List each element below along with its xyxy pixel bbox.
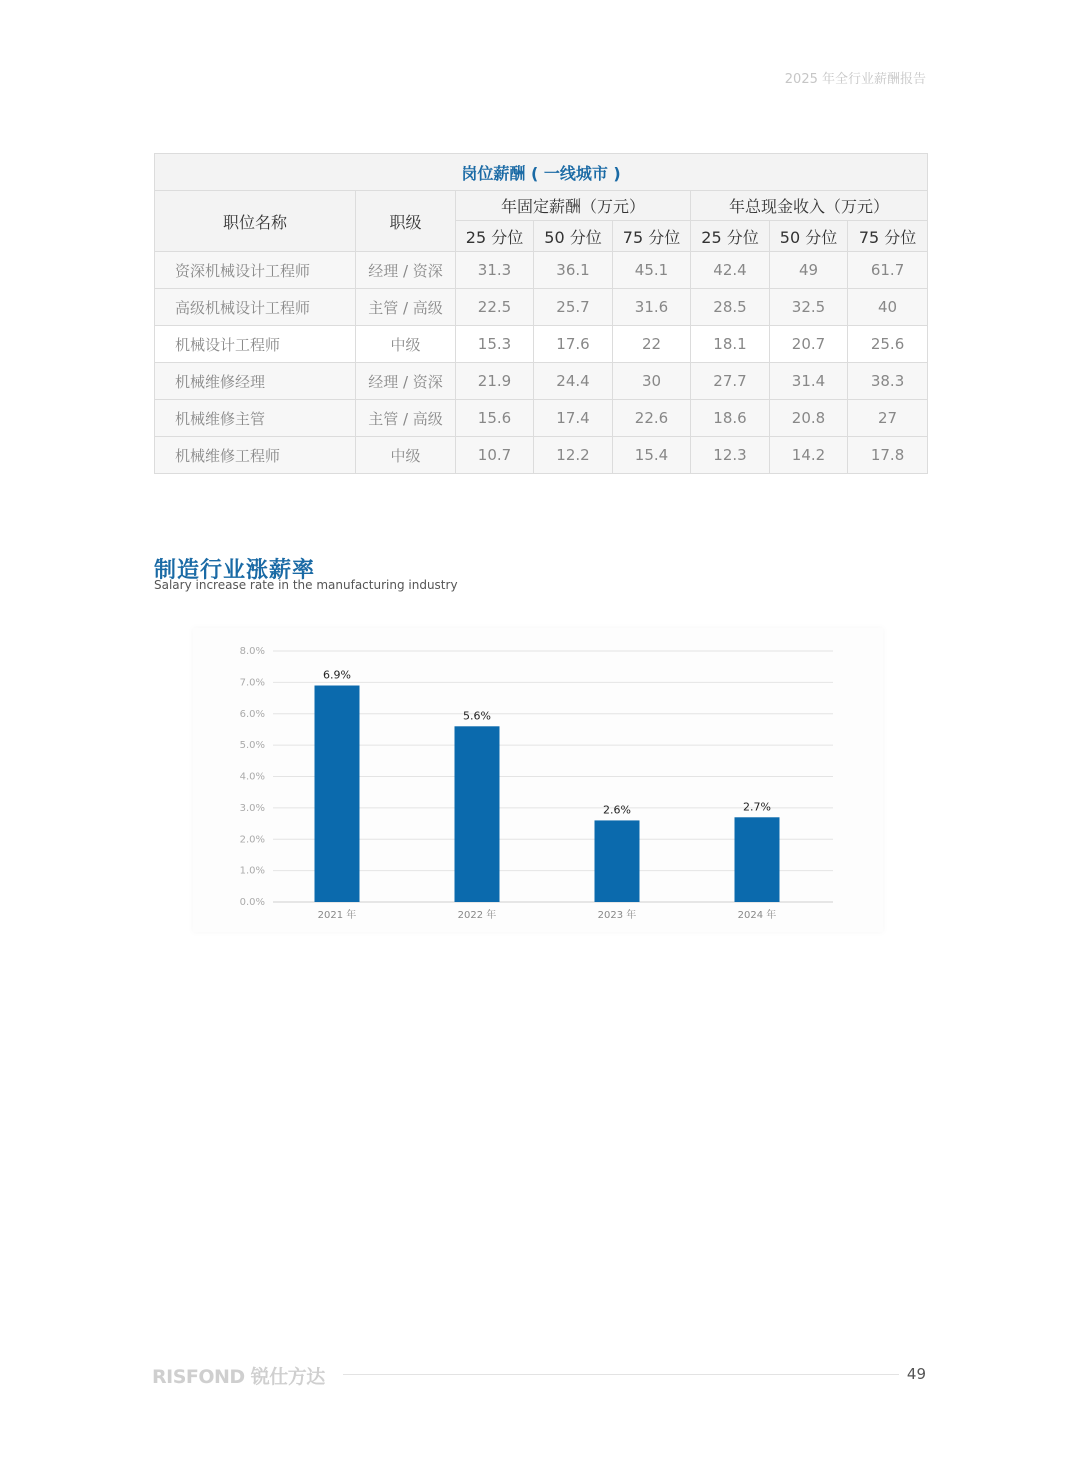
group-header-fixed: 年固定薪酬（万元） (456, 191, 691, 221)
cell-name: 机械维修主管 (155, 400, 356, 437)
y-tick-label: 3.0% (239, 802, 265, 814)
cell-total-p75: 17.8 (848, 437, 928, 474)
cell-level: 主管 / 高级 (356, 289, 456, 326)
cell-name: 机械设计工程师 (155, 326, 356, 363)
y-tick-label: 0.0% (239, 897, 265, 908)
col-header-level: 职级 (356, 191, 456, 252)
y-tick-label: 2.0% (239, 834, 265, 846)
chart-svg (193, 628, 883, 932)
y-tick-label: 5.0% (239, 740, 265, 752)
cell-fixed-p25: 31.3 (456, 252, 534, 289)
cell-fixed-p25: 21.9 (456, 363, 534, 400)
cell-fixed-p50: 36.1 (534, 252, 613, 289)
data-label: 6.9% (323, 668, 351, 682)
x-tick-label: 2023 年 (597, 910, 637, 921)
cell-fixed-p25: 10.7 (456, 437, 534, 474)
cell-fixed-p75: 30 (613, 363, 691, 400)
table-title: 岗位薪酬 ( 一线城市 ) (155, 154, 928, 191)
cell-total-p50: 14.2 (770, 437, 848, 474)
cell-fixed-p50: 25.7 (534, 289, 613, 326)
table-row (155, 252, 928, 289)
table-row (155, 289, 928, 326)
cell-total-p25: 12.3 (691, 437, 770, 474)
cell-total-p50: 20.7 (770, 326, 848, 363)
x-tick-label: 2021 年 (317, 910, 357, 921)
section-title: 制造行业涨薪率 (154, 558, 316, 583)
col-header-total-p50: 50 分位 (770, 221, 848, 252)
cell-level: 主管 / 高级 (356, 400, 456, 437)
cell-total-p50: 32.5 (770, 289, 848, 326)
y-tick-label: 1.0% (239, 865, 265, 877)
cell-fixed-p75: 45.1 (613, 252, 691, 289)
cell-total-p25: 27.7 (691, 363, 770, 400)
bar (595, 820, 640, 902)
cell-name: 机械维修工程师 (155, 437, 356, 474)
col-header-fixed-p75: 75 分位 (613, 221, 691, 252)
cell-fixed-p50: 12.2 (534, 437, 613, 474)
cell-total-p50: 20.8 (770, 400, 848, 437)
y-tick-label: 7.0% (239, 677, 265, 689)
cell-level: 中级 (356, 437, 456, 474)
data-label: 2.7% (743, 800, 771, 814)
cell-total-p50: 49 (770, 252, 848, 289)
table-row (155, 326, 928, 363)
y-tick-label: 6.0% (239, 708, 265, 720)
bar (455, 726, 500, 902)
y-tick-label: 8.0% (239, 646, 265, 657)
cell-fixed-p25: 15.6 (456, 400, 534, 437)
bar (735, 817, 780, 902)
cell-level: 经理 / 资深 (356, 252, 456, 289)
report-header-note: 2025 年全行业薪酬报告 (784, 72, 926, 87)
cell-total-p50: 31.4 (770, 363, 848, 400)
table-row (155, 363, 928, 400)
footer-divider (343, 1374, 899, 1375)
cell-fixed-p50: 24.4 (534, 363, 613, 400)
section-subtitle: Salary increase rate in the manufacturing industry (154, 578, 458, 592)
cell-fixed-p75: 22.6 (613, 400, 691, 437)
y-tick-label: 4.0% (239, 771, 265, 783)
col-header-total-p25: 25 分位 (691, 221, 770, 252)
cell-level: 经理 / 资深 (356, 363, 456, 400)
x-tick-label: 2022 年 (457, 910, 497, 921)
col-header-fixed-p25: 25 分位 (456, 221, 534, 252)
cell-name: 高级机械设计工程师 (155, 289, 356, 326)
cell-fixed-p75: 22 (613, 326, 691, 363)
cell-fixed-p25: 22.5 (456, 289, 534, 326)
x-tick-label: 2024 年 (737, 910, 777, 921)
page-number: 49 (906, 1365, 926, 1383)
cell-fixed-p75: 31.6 (613, 289, 691, 326)
table-row (155, 437, 928, 474)
cell-level: 中级 (356, 326, 456, 363)
table-row (155, 400, 928, 437)
cell-fixed-p50: 17.4 (534, 400, 613, 437)
cell-total-p25: 42.4 (691, 252, 770, 289)
group-header-total: 年总现金收入（万元） (691, 191, 928, 221)
cell-total-p25: 18.1 (691, 326, 770, 363)
col-header-fixed-p50: 50 分位 (534, 221, 613, 252)
cell-fixed-p25: 15.3 (456, 326, 534, 363)
cell-total-p75: 38.3 (848, 363, 928, 400)
cell-total-p75: 27 (848, 400, 928, 437)
salary-increase-chart (193, 628, 883, 932)
cell-total-p75: 40 (848, 289, 928, 326)
data-label: 2.6% (603, 803, 631, 817)
data-label: 5.6% (463, 709, 491, 723)
cell-total-p75: 25.6 (848, 326, 928, 363)
cell-fixed-p75: 15.4 (613, 437, 691, 474)
cell-name: 资深机械设计工程师 (155, 252, 356, 289)
col-header-total-p75: 75 分位 (848, 221, 928, 252)
cell-name: 机械维修经理 (155, 363, 356, 400)
footer-logo: RISFOND 锐仕方达 (152, 1366, 325, 1388)
cell-total-p75: 61.7 (848, 252, 928, 289)
cell-fixed-p50: 17.6 (534, 326, 613, 363)
col-header-name: 职位名称 (155, 191, 356, 252)
salary-table (154, 153, 928, 474)
bar (315, 686, 360, 902)
cell-total-p25: 28.5 (691, 289, 770, 326)
cell-total-p25: 18.6 (691, 400, 770, 437)
